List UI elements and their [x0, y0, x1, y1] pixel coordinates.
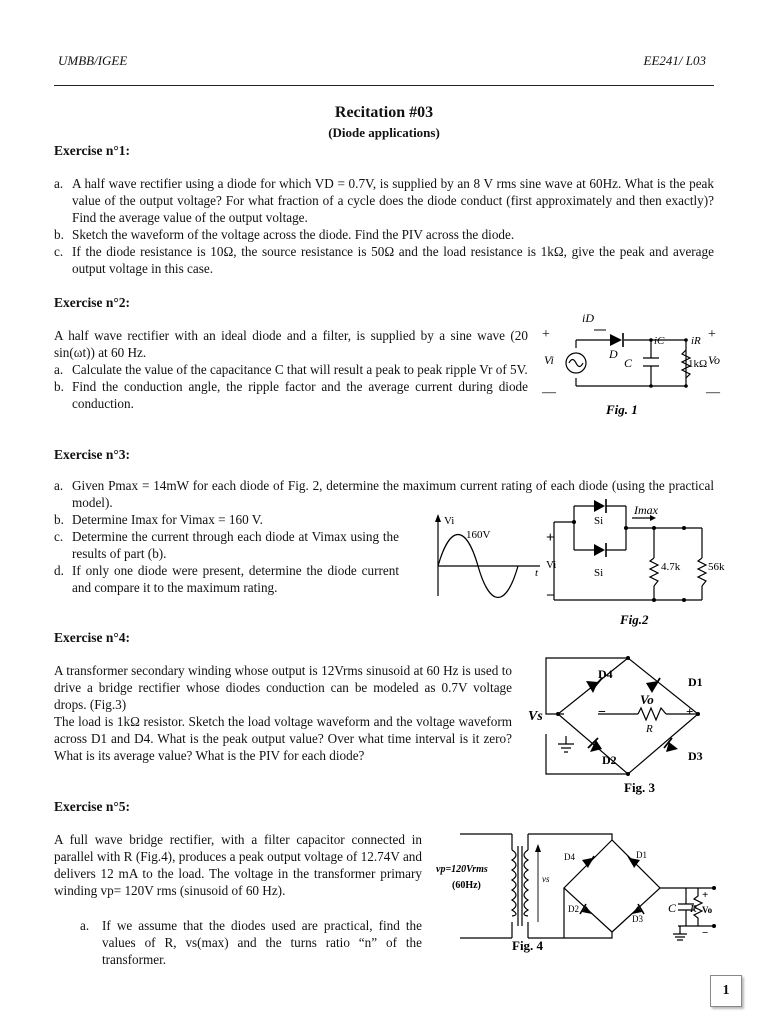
- item-text: Determine the current through each diode at Vimax using the results of part (b).: [72, 529, 399, 561]
- fig4-D2-label: D2: [568, 904, 579, 914]
- page-subtitle: (Diode applications): [328, 125, 440, 140]
- exercise-1-list: [54, 175, 714, 277]
- fig4-vp-label: vp=120Vrms: [436, 864, 488, 875]
- fig3-D4-label: D4: [598, 667, 613, 681]
- item-label: a.: [80, 918, 90, 933]
- fig2-peak-label: 160V: [466, 529, 491, 541]
- item-label: d.: [54, 563, 64, 578]
- fig1-plus-left: +: [542, 327, 550, 342]
- item-text: A half wave rectifier using a diode for which VD = 0.7V, is supplied by an 8 V rms sine wave at 60Hz. What is the peak value of the output voltage? For what fraction of a cycle does the diode conduct (first approximately and then exactly)? Find the average value of the output voltage.: [72, 176, 714, 225]
- exercise-3-item-b: [54, 511, 399, 528]
- item-text: Given Pmax = 14mW for each diode of Fig. 2, determine the maximum current rating of each diode (using the practical model).: [72, 478, 714, 510]
- fig4-plus: +: [702, 889, 709, 901]
- exercise-5-paragraph: A full wave bridge rectifier, with a filter capacitor connected in parallel with R (Fig.4), produces a peak output voltage of 12.74V and delivers 12 mA to the load. The voltage in the transformer primary winding vp= 120V rms (sinusoid of 60 Hz).: [54, 832, 422, 898]
- exercise-5-item-a: [80, 917, 422, 968]
- item-text: If only one diode were present, determine the diode current and compare it to the maximum rating.: [72, 563, 399, 595]
- fig1-caption: Fig. 1: [606, 402, 638, 417]
- fig4-minus: −: [702, 927, 709, 939]
- fig3-R-label: R: [646, 723, 653, 735]
- figure-3-bridge-rectifier: [528, 650, 724, 800]
- item-label: a.: [54, 478, 64, 493]
- fig1-label-iR: iR: [691, 335, 701, 347]
- exercise-1-item-c: [54, 243, 714, 277]
- fig2-axis-label: Vi: [444, 515, 455, 527]
- exercise-3-list-bcd: [54, 511, 399, 596]
- fig1-label-Vo: Vo: [708, 353, 720, 367]
- exercise-2-item-a: [54, 361, 528, 378]
- exercise-1-item-a: [54, 175, 714, 226]
- item-text: If we assume that the diodes used are practical, find the values of R, vs(max) and the turns ratio “n” of the transformer.: [102, 918, 422, 967]
- item-label: c.: [54, 244, 64, 259]
- fig3-D3-label: D3: [688, 749, 703, 763]
- fig4-R-label: R: [690, 903, 697, 915]
- item-label: a.: [54, 176, 64, 191]
- fig4-D3-label: D3: [632, 914, 643, 924]
- item-text: Sketch the waveform of the voltage across the diode. Find the PIV across the diode.: [72, 227, 515, 242]
- fig1-minus-left: —: [542, 385, 556, 400]
- fig3-Vo-label: Vo: [640, 692, 654, 707]
- fig2-plus: +: [546, 530, 555, 546]
- exercise-1-title: Exercise n°1:: [54, 143, 131, 158]
- item-text: Calculate the value of the capacitance C that will result a peak to peak ripple Vr of 5V.: [72, 362, 528, 377]
- exercise-4-paragraph-2: The load is 1kΩ resistor. Sketch the load voltage waveform and the voltage waveform across D1 and D4. What is the peak output value? Over what time interval is it zero? What is its average value? What is the PIV for each diode?: [54, 714, 512, 763]
- item-label: b.: [54, 379, 64, 394]
- exercise-2-title: Exercise n°2:: [54, 295, 131, 310]
- exercise-3-item-c: [54, 528, 399, 562]
- exercise-5-title: Exercise n°5:: [54, 799, 131, 814]
- page-number: 1: [710, 975, 742, 1007]
- fig1-minus-right: —: [706, 385, 720, 400]
- item-text: Find the conduction angle, the ripple factor and the average current during diode conduction.: [72, 379, 528, 411]
- fig2-vi-label: Vi: [546, 559, 557, 571]
- item-label: a.: [54, 362, 64, 377]
- exercise-3-title: Exercise n°3:: [54, 447, 131, 462]
- exercise-3-item-d: [54, 562, 399, 596]
- fig1-label-Vi: Vi: [544, 353, 554, 367]
- fig3-plus: +: [686, 704, 694, 719]
- item-label: c.: [54, 529, 64, 544]
- fig2-imax-label: Imax: [634, 503, 658, 517]
- header-rule: [54, 85, 714, 86]
- fig1-label-iC: iC: [654, 335, 665, 347]
- fig2-time-label: t: [535, 567, 539, 579]
- fig4-D4-label: D4: [564, 852, 575, 862]
- figure-2-input-waveform: [432, 510, 544, 600]
- figure-2-parallel-diode-circuit: [544, 494, 725, 632]
- fig4-freq-label: (60Hz): [452, 880, 481, 891]
- fig4-caption: Fig. 4: [512, 938, 544, 953]
- item-label: b.: [54, 227, 64, 242]
- fig1-label-iD: iD: [582, 311, 594, 325]
- fig1-label-R: 1kΩ: [688, 358, 708, 370]
- fig1-label-C: C: [624, 356, 633, 370]
- header-course-code: EE241/ L03: [643, 53, 706, 68]
- fig4-vs-label: vs: [542, 874, 550, 884]
- figure-4-filtered-bridge-rectifier: [432, 826, 724, 956]
- figure-1-half-wave-filter-circuit: [536, 300, 722, 424]
- fig1-label-D: D: [609, 347, 618, 361]
- page-title: Recitation #03: [334, 104, 434, 121]
- fig2-r2-label: 56k: [708, 561, 725, 573]
- fig4-D1-label: D1: [636, 850, 647, 860]
- item-text: Determine Imax for Vimax = 160 V.: [72, 512, 263, 527]
- exercise-2-item-b: [54, 378, 528, 412]
- exercise-1-item-b: [54, 226, 714, 243]
- fig4-Vo-label: Vo: [702, 905, 713, 915]
- fig3-caption: Fig. 3: [624, 780, 656, 795]
- fig2-diode2-label: Si: [594, 567, 604, 579]
- fig3-D2-label: D2: [602, 753, 617, 767]
- exercise-4-title: Exercise n°4:: [54, 630, 131, 645]
- item-label: b.: [54, 512, 64, 527]
- fig3-D1-label: D1: [688, 675, 703, 689]
- exercise-2-intro: A half wave rectifier with an ideal diode and a filter, is supplied by a sine wave (20 sin(ωt)) at 60 Hz.: [54, 328, 528, 360]
- fig3-Vs-label: Vs: [528, 709, 543, 724]
- item-text: If the diode resistance is 10Ω, the source resistance is 50Ω and the load resistance is 1kΩ, give the peak and average output voltage in this case.: [72, 244, 714, 276]
- header-course-org: UMBB/IGEE: [58, 53, 128, 68]
- fig2-diode1-label: Si: [594, 515, 604, 527]
- fig3-minus: −: [598, 705, 606, 720]
- fig1-plus-right: +: [708, 327, 716, 342]
- fig4-C-label: C: [668, 901, 677, 915]
- fig2-r1-label: 4.7k: [661, 561, 681, 573]
- fig2-minus: −: [546, 588, 555, 604]
- fig2-caption: Fig.2: [620, 612, 649, 627]
- exercise-2-body: [54, 327, 528, 412]
- exercise-4-paragraph-1: A transformer secondary winding whose output is 12Vrms sinusoid at 60 Hz is used to drive a bridge rectifier whose diodes conduction can be modeled as 0.7V voltage drops. (Fig.3): [54, 663, 512, 712]
